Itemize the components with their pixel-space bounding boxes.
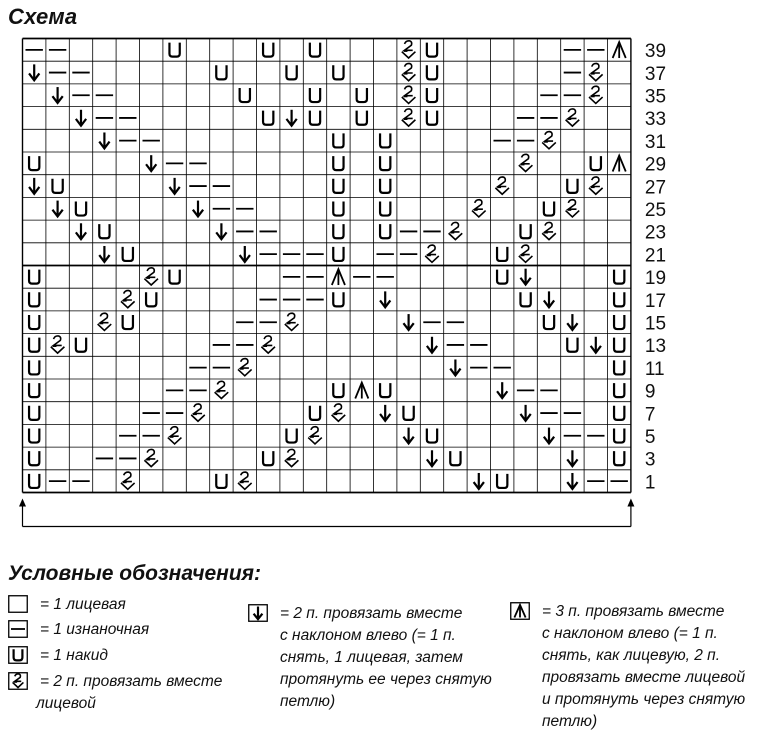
row-number: 33 <box>644 109 667 131</box>
stitch-yarn-over <box>614 360 624 374</box>
stitch-yarn-over <box>333 224 343 238</box>
stitch-yarn-over <box>76 338 86 352</box>
row-number: 11 <box>644 358 665 380</box>
stitch-ssk <box>52 201 62 217</box>
stitch-k2tog <box>542 222 556 239</box>
purl-icon <box>8 620 28 638</box>
stitch-yarn-over <box>357 111 367 125</box>
stitch-k2tog <box>191 404 205 421</box>
stitch-yarn-over <box>29 451 39 465</box>
stitch-ssk <box>286 110 296 126</box>
stitch-k2tog <box>144 268 158 285</box>
stitch-k2tog <box>261 336 275 353</box>
legend-line: снять, как лицевую, 2 п. <box>542 647 721 664</box>
stitch-k2tog <box>566 109 580 126</box>
ssk-icon <box>248 604 268 622</box>
row-number: 9 <box>644 381 656 403</box>
stitch-yarn-over <box>427 111 437 125</box>
stitch-yarn-over <box>333 179 343 193</box>
stitch-yarn-over <box>29 360 39 374</box>
repeat-arrow-right <box>627 499 634 527</box>
stitch-yarn-over <box>263 43 273 57</box>
yarn-over-icon <box>8 646 28 664</box>
legend-line: = 3 п. провязать вместе <box>542 603 725 620</box>
stitch-yarn-over <box>427 428 437 442</box>
stitch-yarn-over <box>29 383 39 397</box>
stitch-yarn-over <box>169 270 179 284</box>
legend-text-ssk <box>280 603 492 713</box>
row-number: 39 <box>644 41 667 63</box>
stitch-yarn-over <box>427 65 437 79</box>
legend-text-k2tog <box>36 671 223 715</box>
stitch-ssk <box>76 110 86 126</box>
row-number: 27 <box>644 177 667 199</box>
stitch-ssk <box>29 64 39 80</box>
legend-text-sk2p <box>542 601 745 733</box>
stitch-ssk <box>520 269 530 285</box>
stitch-sk2p <box>613 42 626 58</box>
legend-line: = 2 п. провязать вместе <box>40 673 223 690</box>
legend-text-knit <box>40 594 126 616</box>
row-number: 1 <box>644 472 656 494</box>
stitch-yarn-over <box>216 65 226 79</box>
stitch-yarn-over <box>403 406 413 420</box>
stitch-yarn-over <box>29 156 39 170</box>
legend-line: = 1 лицевая <box>40 596 126 613</box>
stitch-yarn-over <box>29 270 39 284</box>
legend-line: петлю) <box>280 693 336 710</box>
stitch-ssk <box>99 246 109 262</box>
stitch-yarn-over <box>216 474 226 488</box>
legend-line: = 2 п. провязать вместе <box>280 605 463 622</box>
stitch-yarn-over <box>591 156 601 170</box>
stitch-k2tog <box>449 222 463 239</box>
stitch-k2tog <box>121 290 135 307</box>
stitch-k2tog <box>285 449 299 466</box>
stitch-ssk <box>380 291 390 307</box>
stitch-k2tog <box>402 41 416 58</box>
stitch-yarn-over <box>333 201 343 215</box>
stitch-yarn-over <box>333 247 343 261</box>
row-number: 25 <box>644 200 667 222</box>
stitch-ssk <box>450 359 460 375</box>
stitch-k2tog <box>98 313 112 330</box>
stitch-yarn-over <box>29 315 39 329</box>
stitch-yarn-over <box>614 270 624 284</box>
stitch-yarn-over <box>544 201 554 215</box>
stitch-k2tog <box>589 63 603 80</box>
stitch-ssk <box>544 428 554 444</box>
row-number: 5 <box>644 427 656 449</box>
row-number: 21 <box>644 245 667 267</box>
stitch-ssk <box>567 314 577 330</box>
legend-line: петлю) <box>542 713 598 730</box>
stitch-yarn-over <box>310 88 320 102</box>
stitch-yarn-over <box>520 224 530 238</box>
stitch-yarn-over <box>333 156 343 170</box>
stitch-yarn-over <box>380 133 390 147</box>
row-number: 37 <box>644 63 667 85</box>
stitch-ssk <box>567 473 577 489</box>
k2tog-icon <box>8 672 28 690</box>
stitch-yarn-over <box>286 428 296 442</box>
stitch-k2tog <box>402 86 416 103</box>
stitch-yarn-over <box>310 43 320 57</box>
stitch-yarn-over <box>52 179 62 193</box>
row-number: 3 <box>644 449 656 471</box>
stitch-yarn-over <box>427 43 437 57</box>
stitch-k2tog <box>519 245 533 262</box>
stitch-yarn-over <box>380 179 390 193</box>
stitch-yarn-over <box>427 88 437 102</box>
stitch-yarn-over <box>310 111 320 125</box>
stitch-ssk <box>567 450 577 466</box>
stitch-yarn-over <box>380 383 390 397</box>
stitch-k2tog <box>519 154 533 171</box>
stitch-k2tog <box>425 245 439 262</box>
stitch-k2tog <box>238 359 252 376</box>
stitch-ssk <box>99 132 109 148</box>
stitch-ssk <box>216 223 226 239</box>
stitch-yarn-over <box>123 247 133 261</box>
stitch-yarn-over <box>614 451 624 465</box>
stitch-yarn-over <box>614 383 624 397</box>
stitch-yarn-over <box>497 247 507 261</box>
stitch-ssk <box>544 291 554 307</box>
legend-line: = 1 накид <box>40 647 108 664</box>
stitch-yarn-over <box>240 88 250 102</box>
stitch-ssk <box>240 246 250 262</box>
legend-text-purl <box>40 619 149 641</box>
stitch-yarn-over <box>123 315 133 329</box>
legend-heading: Условные обозначения: <box>8 562 262 585</box>
chart-title: Схема <box>8 4 78 29</box>
stitch-ssk <box>146 155 156 171</box>
stitch-k2tog <box>238 472 252 489</box>
stitch-yarn-over <box>333 133 343 147</box>
row-number: 7 <box>644 404 656 426</box>
stitch-k2tog <box>144 449 158 466</box>
stitch-yarn-over <box>520 292 530 306</box>
stitch-k2tog <box>121 472 135 489</box>
stitch-yarn-over <box>497 474 507 488</box>
stitch-yarn-over <box>310 406 320 420</box>
stitch-yarn-over <box>333 383 343 397</box>
sk2p-icon <box>510 602 530 620</box>
legend-text-yarn-over <box>40 645 108 667</box>
stitch-yarn-over <box>567 179 577 193</box>
knit-icon <box>8 595 28 613</box>
stitch-yarn-over <box>169 43 179 57</box>
stitch-yarn-over <box>146 292 156 306</box>
legend-line: с наклоном влево (= 1 п. <box>542 625 718 642</box>
stitch-ssk <box>193 201 203 217</box>
stitch-ssk <box>427 337 437 353</box>
stitch-yarn-over <box>450 451 460 465</box>
legend-line: с наклоном влево (= 1 п. <box>280 627 456 644</box>
stitch-k2tog <box>472 200 486 217</box>
stitch-yarn-over <box>380 201 390 215</box>
row-number: 31 <box>644 131 667 153</box>
stitch-k2tog <box>215 381 229 398</box>
stitch-yarn-over <box>29 292 39 306</box>
stitch-k2tog <box>589 177 603 194</box>
stitch-k2tog <box>308 427 322 444</box>
stitch-yarn-over <box>380 156 390 170</box>
row-number: 19 <box>644 268 667 290</box>
stitch-k2tog <box>566 200 580 217</box>
stitch-yarn-over <box>380 224 390 238</box>
stitch-yarn-over <box>29 338 39 352</box>
legend-line: = 1 изнаночная <box>40 621 150 638</box>
legend-line: протянуть ее через снятую <box>280 671 492 688</box>
stitch-yarn-over <box>29 406 39 420</box>
stitch-k2tog <box>168 427 182 444</box>
repeat-arrow-left <box>19 499 26 527</box>
stitch-yarn-over <box>263 111 273 125</box>
stitch-sk2p <box>355 383 368 399</box>
row-number: 23 <box>644 222 667 244</box>
stitch-yarn-over <box>614 428 624 442</box>
stitch-k2tog <box>332 404 346 421</box>
stitch-ssk <box>380 405 390 421</box>
stitch-ssk <box>29 178 39 194</box>
stitch-ssk <box>474 473 484 489</box>
row-number: 29 <box>644 154 667 176</box>
stitch-ssk <box>497 382 507 398</box>
stitch-ssk <box>169 178 179 194</box>
stitch-yarn-over <box>497 270 507 284</box>
stitch-ssk <box>76 223 86 239</box>
stitch-k2tog <box>285 313 299 330</box>
stitch-yarn-over <box>76 201 86 215</box>
row-number: 17 <box>644 290 667 312</box>
stitch-sk2p <box>613 156 626 172</box>
row-number: 35 <box>644 86 667 108</box>
stitch-ssk <box>591 337 601 353</box>
stitch-yarn-over <box>333 65 343 79</box>
stitch-yarn-over <box>263 451 273 465</box>
stitch-k2tog <box>495 177 509 194</box>
stitch-k2tog <box>402 63 416 80</box>
row-number: 15 <box>644 313 667 335</box>
legend-line: провязать вместе лицевой <box>542 669 746 686</box>
stitch-yarn-over <box>544 315 554 329</box>
legend-line: и протянуть через снятую <box>542 691 746 708</box>
stitch-yarn-over <box>333 292 343 306</box>
legend-line: снять, 1 лицевая, затем <box>280 649 463 666</box>
stitch-k2tog <box>402 109 416 126</box>
stitch-yarn-over <box>614 338 624 352</box>
stitch-yarn-over <box>357 88 367 102</box>
stitch-k2tog <box>542 132 556 149</box>
stitch-yarn-over <box>29 474 39 488</box>
legend-line: лицевой <box>36 695 96 712</box>
stitch-ssk <box>52 87 62 103</box>
stitch-yarn-over <box>29 428 39 442</box>
row-number: 13 <box>644 336 667 358</box>
stitch-ssk <box>403 428 413 444</box>
stitch-yarn-over <box>286 65 296 79</box>
stitch-yarn-over <box>614 315 624 329</box>
stitch-yarn-over <box>614 406 624 420</box>
stitch-k2tog <box>51 336 65 353</box>
stitch-k2tog <box>589 86 603 103</box>
stitch-yarn-over <box>99 224 109 238</box>
stitch-sk2p <box>332 269 345 285</box>
stitch-yarn-over <box>567 338 577 352</box>
stitch-ssk <box>427 450 437 466</box>
stitch-ssk <box>520 405 530 421</box>
stitch-yarn-over <box>614 292 624 306</box>
stitch-ssk <box>403 314 413 330</box>
